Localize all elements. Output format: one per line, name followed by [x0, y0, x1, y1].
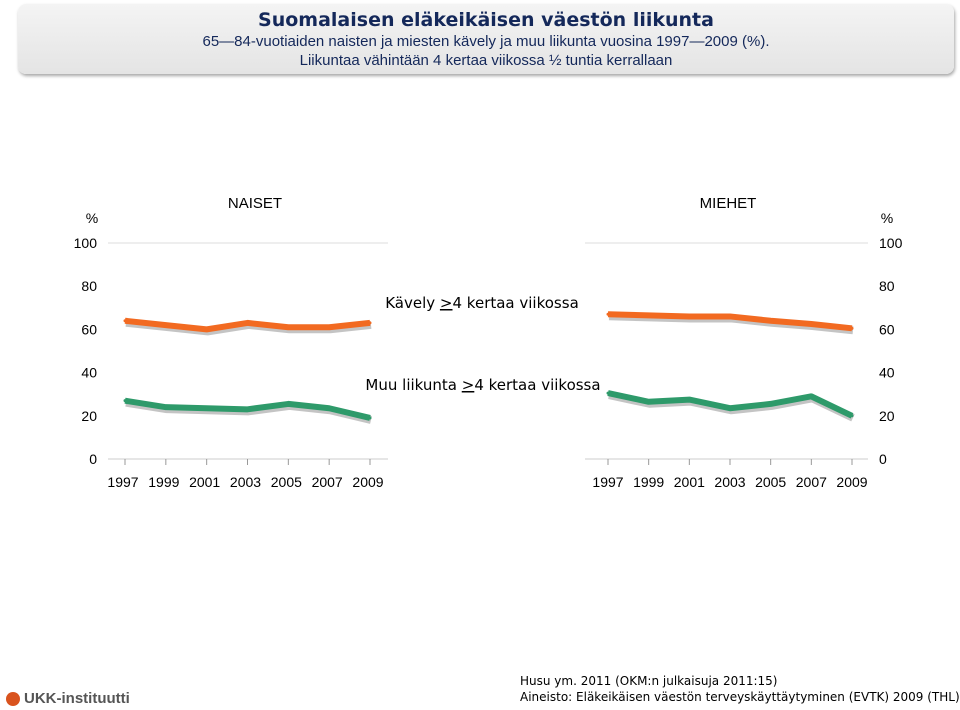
- source-note: [520, 673, 960, 705]
- series-point: [810, 395, 813, 398]
- panel-title: MIEHET: [699, 195, 757, 212]
- y-tick-label: 80: [81, 278, 97, 295]
- series-label-walking: Kävely >4 kertaa viikossa: [385, 294, 579, 312]
- series-point: [810, 323, 813, 326]
- series-point: [328, 326, 331, 329]
- x-tick-label: 2003: [229, 474, 262, 490]
- series-point: [328, 407, 331, 410]
- y-axis-unit: %: [85, 210, 99, 226]
- series-point: [729, 315, 732, 318]
- series-point: [769, 319, 772, 322]
- series-point: [287, 326, 290, 329]
- x-tick-label: 1997: [107, 474, 139, 490]
- series-point: [164, 324, 167, 327]
- y-tick-label: 100: [73, 235, 97, 251]
- x-tick-label: 2009: [836, 474, 868, 490]
- logo-icon: [6, 692, 20, 706]
- x-tick-label: 2001: [673, 474, 705, 490]
- x-tick-label: 2005: [755, 474, 787, 490]
- x-tick-label: 2007: [795, 474, 827, 490]
- source-line-1: Husu ym. 2011 (OKM:n julkaisuja 2011:15): [520, 674, 778, 688]
- series-point: [287, 402, 290, 405]
- x-tick-label: 1999: [633, 474, 665, 490]
- y-tick-label: 40: [879, 364, 895, 381]
- y-axis-unit: %: [880, 210, 894, 226]
- y-tick-label: 20: [879, 407, 895, 424]
- ukk-logo: [6, 690, 130, 707]
- y-tick-label: 0: [89, 451, 97, 467]
- panel-title: NAISET: [227, 195, 283, 212]
- series-point: [164, 406, 167, 409]
- chart-subtitle: 65—84-vuotiaiden naisten ja miesten kävely ja muu liikunta vuosina 1997—2009 (%).: [202, 33, 770, 50]
- series-point: [647, 400, 650, 403]
- series-point: [647, 314, 650, 317]
- y-tick-label: 0: [879, 451, 887, 467]
- x-tick-label: 2007: [311, 474, 343, 490]
- x-tick-label: 2009: [352, 474, 384, 490]
- series-point: [851, 414, 854, 417]
- series-point: [246, 321, 249, 324]
- chart-subtitle-2: Liikuntaa vähintään 4 kertaa viikossa ½ tuntia kerrallaan: [299, 52, 673, 69]
- series-point: [688, 398, 691, 401]
- series-point: [607, 313, 610, 316]
- x-tick-label: 2003: [714, 474, 746, 490]
- x-tick-label: 1997: [592, 474, 624, 490]
- series-point: [729, 407, 732, 410]
- series-label-other: Muu liikunta >4 kertaa viikossa: [365, 376, 601, 394]
- y-tick-label: 40: [81, 364, 97, 381]
- logo-text: UKK-instituutti: [24, 690, 130, 707]
- x-tick-label: 1999: [148, 474, 180, 490]
- series-point: [124, 319, 127, 322]
- chart-title: Suomalaisen eläkeikäisen väestön liikunta: [258, 9, 714, 31]
- y-tick-label: 80: [879, 278, 895, 295]
- series-point: [124, 399, 127, 402]
- x-tick-label: 2001: [189, 474, 221, 490]
- series-point: [246, 408, 249, 411]
- y-tick-label: 60: [879, 321, 895, 338]
- series-point: [369, 416, 372, 419]
- series-point: [205, 328, 208, 331]
- series-point: [369, 321, 372, 324]
- y-tick-label: 100: [879, 235, 903, 251]
- y-tick-label: 20: [81, 407, 97, 424]
- y-tick-label: 60: [81, 321, 97, 338]
- x-tick-label: 2005: [270, 474, 302, 490]
- source-line-2: Aineisto: Eläkeikäisen väestön terveyskäyttäytyminen (EVTK) 2009 (THL): [520, 690, 960, 704]
- series-point: [851, 327, 854, 330]
- series-point: [688, 315, 691, 318]
- series-point: [205, 407, 208, 410]
- series-point: [607, 392, 610, 395]
- series-point: [769, 402, 772, 405]
